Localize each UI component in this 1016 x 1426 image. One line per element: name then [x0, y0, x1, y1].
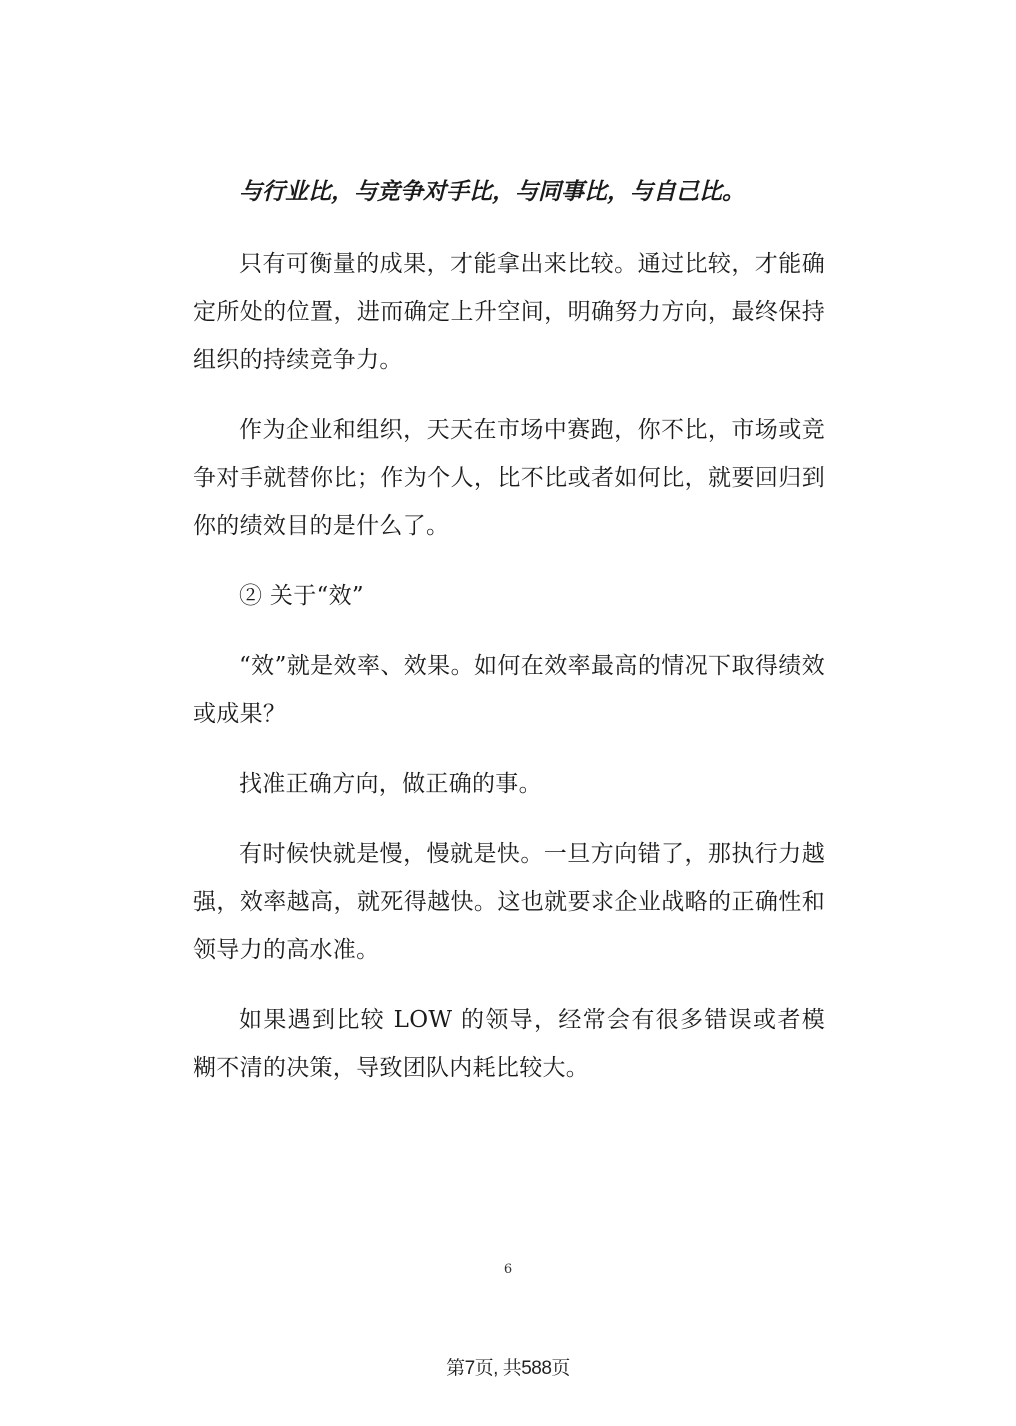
paragraph-fast-slow: 有时候快就是慢，慢就是快。一旦方向错了，那执行力越强，效率越高，就死得越快。这也就要求企业战略的正确性和领导力的高水准。 [193, 841, 825, 963]
paragraph-right-direction: 找准正确方向，做正确的事。 [239, 771, 542, 797]
section-heading: 与行业比，与竞争对手比，与同事比，与自己比。 [239, 179, 745, 205]
subsection-title: ② 关于“效” [239, 583, 364, 609]
paragraph-market-competition: 作为企业和组织，天天在市场中赛跑，你不比，市场或竞争对手就替你比；作为个人，比不比或者如何比，就要回归到你的绩效目的是什么了。 [193, 417, 825, 539]
page-indicator: 第7页, 共588页 [446, 1358, 570, 1379]
page-number: 6 [503, 1262, 513, 1277]
document-body [193, 170, 825, 1092]
paragraph-leadership: 如果遇到比较 LOW 的领导，经常会有很多错误或者模糊不清的决策，导致团队内耗比较大。 [193, 1007, 825, 1081]
paragraph-measurable-results: 只有可衡量的成果，才能拿出来比较。通过比较，才能确定所处的位置，进而确定上升空间，明确努力方向，最终保持组织的持续竞争力。 [193, 251, 825, 373]
paragraph-efficiency: “效”就是效率、效果。如何在效率最高的情况下取得绩效或成果？ [193, 653, 825, 727]
